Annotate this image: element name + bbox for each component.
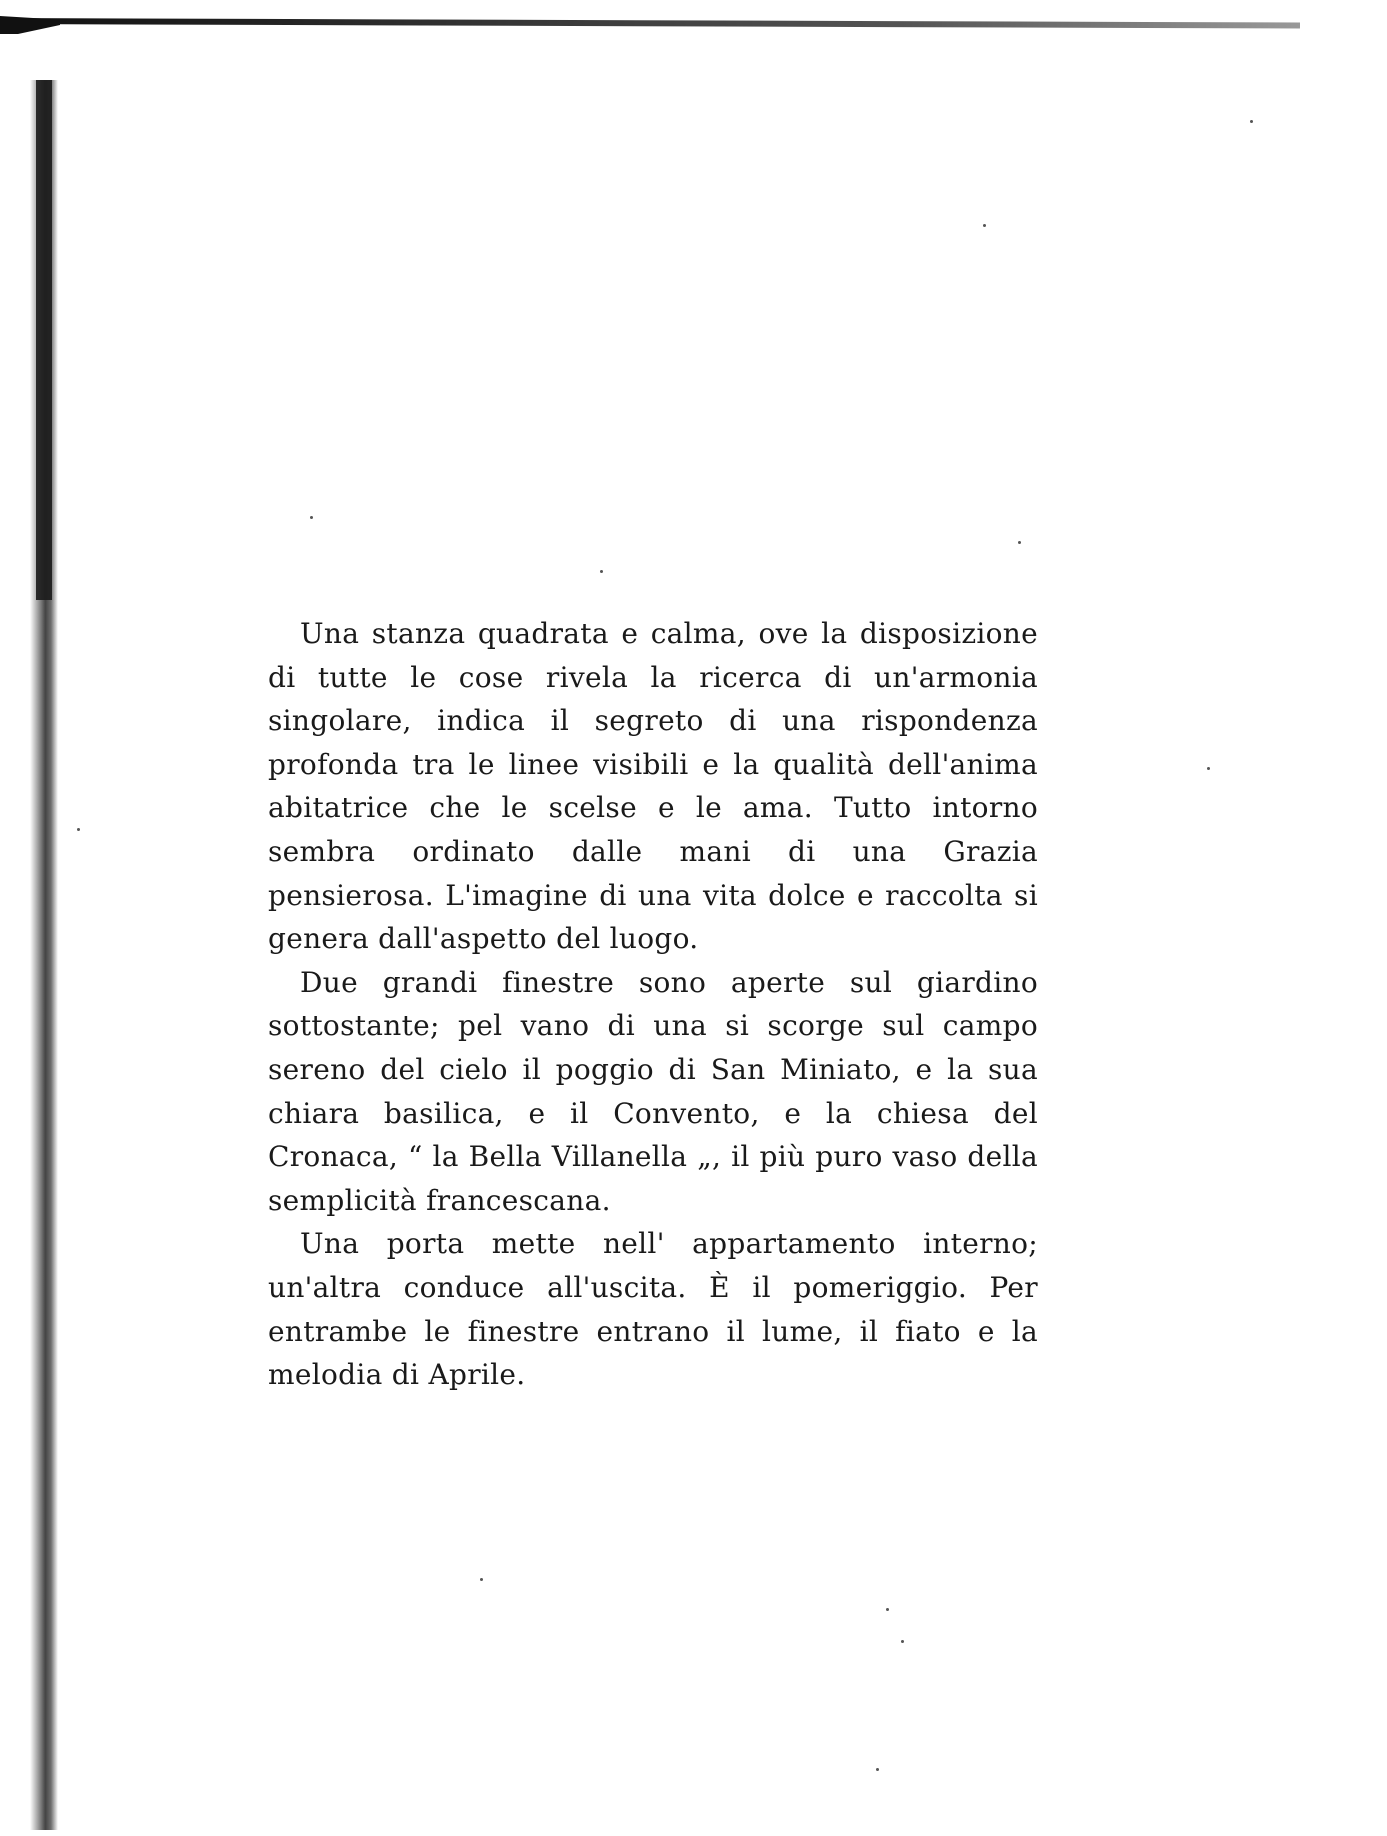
binding-edge-dark	[36, 80, 52, 600]
paper-speck	[600, 570, 603, 573]
paragraph: Una porta mette nell' appartamento interno; un'altra conduce all'uscita. È il pomeriggio. Per entrambe le finestre entrano il lume, il fiato e la melodia di Aprile.	[268, 1227, 1038, 1392]
paper-speck	[876, 1768, 879, 1771]
paper-speck	[886, 1608, 889, 1611]
paper-speck	[480, 1578, 483, 1581]
paper-speck	[310, 516, 313, 519]
paragraph: Due grandi finestre sono aperte sul giardino sottostante; pel vano di una si scorge sul campo sereno del cielo il poggio di San Miniato, e la sua chiara basilica, e il Convento, e la chiesa del Cronaca, “ la Bella Villanella „, il più puro vaso della semplicità francescana.	[268, 965, 1038, 1217]
paper-speck	[1250, 120, 1253, 123]
paper-speck	[901, 1640, 904, 1643]
page-top-rule	[0, 18, 1300, 29]
paragraph: Una stanza quadrata e calma, ove la disposizione di tutte le cose rivela la ricerca di un'armonia singolare, indica il segreto di una rispondenza profonda tra le linee visibili e la qualità dell'anima abitatrice che le scelse e le ama. Tutto intorno sembra ordinato dalle mani di una Grazia pensierosa. L'imagine di una vita dolce e raccolta si genera dall'aspetto del luogo.	[268, 617, 1038, 956]
paper-speck	[77, 828, 80, 831]
paper-speck	[1207, 767, 1210, 770]
paper-speck	[983, 224, 986, 227]
paper-speck	[1018, 541, 1021, 544]
body-text	[268, 612, 1038, 1397]
